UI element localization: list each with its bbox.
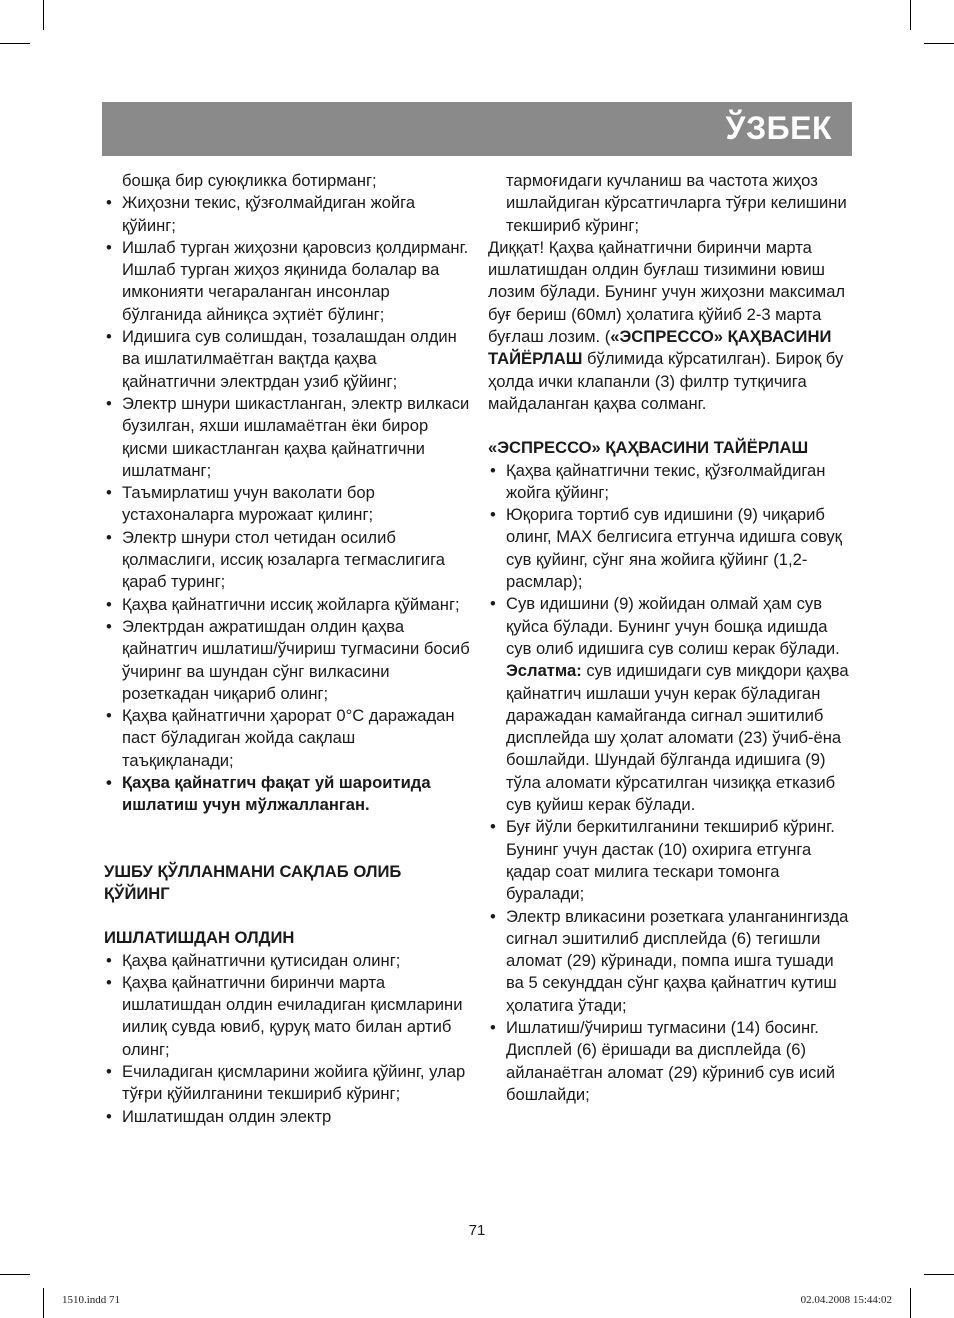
left-column bbox=[104, 170, 470, 1128]
list-item: • Қаҳва қайнатгични текис, қўзғолмайдиган жойга қўйинг; bbox=[490, 460, 826, 502]
language-title: ЎЗБЕК bbox=[725, 110, 832, 146]
section-heading: УШБУ ҚЎЛЛАНМАНИ САҚЛАБ ОЛИБ ҚЎЙИНГ bbox=[104, 861, 402, 903]
list-item: • Қаҳва қайнатгични ҳарорат 0°С даражадан паст бўладиган жойда сақлаш таъқиқланади; bbox=[106, 706, 455, 770]
crop-mark bbox=[0, 43, 30, 44]
list-item: • Электрдан ажратишдан олдин қаҳва қайнатгич ишлатиш/ўчириш тугмасини босиб ўчиринг ва шундан сўнг вилкасини розеткадан чиқариб олинг; bbox=[106, 616, 470, 703]
note-paragraph: Эслатма: сув идишидаги сув миқдори қаҳва қайнатгич ишлаши учун керак бўладиган даражадан камайганда сигнал эшитилиб дисплейда шу ҳолат аломати (23) ўчиб-ёна бошлайди. Шундай бўлганда идишига (9) тўла аломати кўрсатилган чизиққа етказиб сув қуйиш керак бўлади. bbox=[506, 661, 849, 815]
list-item: • Буғ йўли беркитилганини текшириб кўринг. Бунинг учун дастак (10) охирига етгунга қадар соат милига тескари томонга буралади; bbox=[490, 817, 835, 904]
list-item: • Жиҳозни текис, қўзғолмайдиган жойга қўйинг; bbox=[106, 193, 416, 235]
continuation-text: тармоғидаги кучланиш ва частота жиҳоз ишлайдиган кўрсатгичларга тўғри келишини текшириб кўринг; bbox=[506, 171, 847, 235]
right-column bbox=[488, 170, 854, 1106]
file-slug: 1510.indd 71 bbox=[62, 1294, 121, 1306]
list-item: • Электр шнури шикастланган, электр вилкаси бузилган, яхши ишламаётган ёки бирор қисми шикастланган қаҳва қайнатгични ишлатманг; bbox=[106, 393, 470, 480]
section-heading: «ЭСПРЕССО» ҚАҲВАСИНИ ТАЙЁРЛАШ bbox=[488, 438, 809, 458]
date-slug: 02.04.2008 15:44:02 bbox=[800, 1294, 892, 1306]
section-heading: ИШЛАТИШДАН ОЛДИН bbox=[104, 928, 295, 948]
list-item: • Қаҳва қайнатгични иссиқ жойларга қўйманг; bbox=[106, 594, 460, 614]
attention-paragraph: Диққат! Қаҳва қайнатгични биринчи марта ишлатишдан олдин буғлаш тизимини ювиш лозим бўлади. Бунинг учун жиҳозни максимал буғ бериш (60мл) ҳолатига қўйиб 2-3 марта буғлаш лозим. («ЭСПРЕССО» ҚАҲВАСИНИ ТАЙЁРЛАШ бўлимида кўрсатилган). Бироқ бу ҳолда ички клапанли (3) филтр тутқичига майдаланган қаҳва солманг. bbox=[488, 237, 846, 413]
crop-mark bbox=[43, 1288, 44, 1318]
list-item: • Қаҳва қайнатгични қутисидан олинг; bbox=[106, 950, 401, 970]
crop-mark bbox=[43, 0, 44, 30]
crop-mark bbox=[910, 0, 911, 30]
list-item-bold: • Қаҳва қайнатгич фақат уй шароитида ишлатиш учун мўлжалланган. bbox=[106, 773, 431, 815]
list-item: • Идишига сув солишдан, тозалашдан олдин ва ишлатилмаётган вақтда қаҳва қайнатгични электрдан узиб қўйинг; bbox=[106, 327, 457, 391]
list-item: • Электр вликасини розеткага уланганингизда сигнал эшитилиб дисплейда (6) тегишли аломат (29) кўринади, помпа ишга тушади ва 5 секунддан сўнг қаҳва қайнатгич кутиш ҳолатига ўтади; bbox=[490, 906, 849, 1015]
list-item: • Ишлатишдан олдин электр bbox=[106, 1106, 332, 1126]
list-item: • Ечиладиган қисмларини жойига қўйинг, улар тўғри қўйилганини текшириб кўринг; bbox=[106, 1061, 466, 1104]
list-item: • Таъмирлатиш учун ваколати бор устахоналарга мурожаат қилинг; bbox=[106, 483, 375, 525]
list-item: • Ишлаб турган жиҳозни қаровсиз қолдирманг. Ишлаб турган жиҳоз яқинида болалар ва имконияти чегараланган инсонлар бўлганида айниқса эҳтиёт бўлинг; bbox=[106, 237, 469, 324]
crop-mark bbox=[0, 1274, 30, 1275]
continuation-text: бошқа бир суюқликка ботирманг; bbox=[122, 171, 377, 190]
page-number: 71 bbox=[468, 1222, 486, 1239]
list-item: • Ишлатиш/ўчириш тугмасини (14) босинг. Дисплей (6) ёришади ва дисплейда (6) айланаётган аломат (29) кўриниб сув исий бошлайди; bbox=[490, 1017, 835, 1104]
list-item: • Электр шнури стол четидан осилиб қолмаслиги, иссиқ юзаларга тегмаслигига қараб туринг; bbox=[106, 527, 446, 592]
list-item: • Қаҳва қайнатгични биринчи марта ишлатишдан олдин ечиладиган қисмларини иилиқ сувда ювиб, қуруқ мато билан артиб олинг; bbox=[106, 972, 463, 1059]
list-item: • Юқорига тортиб сув идишини (9) чиқариб олинг, MAX белгисига етгунча идишга совуқ сув қуйинг, сўнг яна жойига қўйинг (1,2-расмлар); bbox=[490, 505, 842, 592]
list-item: • Сув идишини (9) жойидан олмай ҳам сув қуйса бўлади. Бунинг учун бошқа идишда сув олиб идишига сув солиш керак бўлади. bbox=[490, 594, 840, 658]
crop-mark bbox=[910, 1288, 911, 1318]
language-banner bbox=[102, 102, 852, 156]
crop-mark bbox=[924, 1274, 954, 1275]
crop-mark bbox=[924, 43, 954, 44]
